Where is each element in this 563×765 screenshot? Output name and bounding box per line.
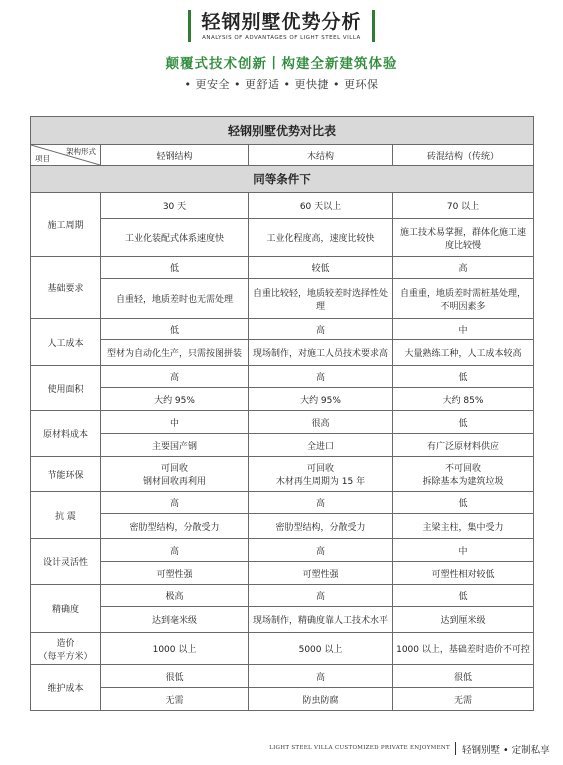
page-title: 轻钢别墅优势分析 [201,11,362,33]
table-cell: 低 [393,411,534,434]
table-cell: 较低 [249,257,393,279]
table-cell: 自重重，地质差时需桩基处理，不明因素多 [393,279,534,319]
table-cell: 主要国产钢 [101,434,249,457]
table-cell: 现场制作，对施工人员技术要求高 [249,340,393,366]
table-cell: 高 [393,257,534,279]
table-cell: 现场制作，精确度靠人工技术水平 [249,607,393,633]
cell-line: 可回收 [160,464,188,474]
row-label-line: （每平方米） [38,651,93,662]
table-cell: 全进口 [249,434,393,457]
table-cell: 施工技术易掌握，群体化施工速度比较慢 [393,219,534,257]
table-cell: 达到毫米级 [101,607,249,633]
table-cell: 工业化程度高，速度比较快 [249,219,393,257]
table-cell: 中 [101,411,249,434]
table-cell: 低 [101,319,249,340]
corner-label-item: 项目 [35,154,50,163]
row-label: 使用面积 [31,366,101,411]
table-cell: 很高 [249,411,393,434]
table-cell: 可塑性相对较低 [393,562,534,585]
table-cell [101,457,249,492]
bullet-points: • 更安全 • 更舒适 • 更快捷 • 更环保 [184,78,379,91]
table-cell: 大量熟练工种，人工成本较高 [393,340,534,366]
corner-header-cell [31,145,101,166]
cell-line: 不可回收 [445,464,482,474]
table-cell: 可塑性强 [101,562,249,585]
row-label: 人工成本 [31,319,101,366]
table-cell: 防虫防腐 [249,688,393,711]
row-label: 精确度 [31,585,101,633]
row-label: 原材料成本 [31,411,101,457]
column-header-wood: 木结构 [249,145,393,166]
table-cell: 型材为自动化生产，只需按图拼装 [101,340,249,366]
comparison-table [30,116,534,711]
table-cell: 很低 [393,665,534,688]
cell-line: 钢材回收再利用 [142,477,206,487]
table-cell: 自重比较轻，地质较差时选择性处理 [249,279,393,319]
table-cell: 中 [393,319,534,340]
table-cell: 高 [101,492,249,514]
page-header [0,10,563,43]
table-cell: 无需 [101,688,249,711]
column-header-brick: 砖混结构（传统） [393,145,534,166]
row-label: 施工周期 [31,193,101,257]
table-cell: 30 天 [101,193,249,219]
table-cell: 60 天以上 [249,193,393,219]
section-header: 同等条件下 [31,166,534,193]
row-label: 节能环保 [31,457,101,492]
table-cell: 高 [249,492,393,514]
table-cell: 低 [101,257,249,279]
table-cell: 密肋型结构，分散受力 [249,514,393,539]
page-subtitle: ANALYSIS OF ADVANTAGES OF LIGHT STEEL VILLA [202,35,361,41]
table-title: 轻钢别墅优势对比表 [31,117,534,145]
footer-divider [455,742,456,755]
table-cell: 极高 [101,585,249,607]
cell-line: 拆除基本为建筑垃圾 [422,477,504,487]
table-cell: 1000 以上 [101,633,249,665]
cell-line: 可回收 [306,464,334,474]
table-cell: 高 [249,585,393,607]
table-cell: 高 [249,665,393,688]
row-label: 基础要求 [31,257,101,319]
table-cell: 自重轻，地质差时也无需处理 [101,279,249,319]
table-cell: 很低 [101,665,249,688]
corner-label-structure: 架构形式 [66,147,96,156]
row-label: 抗 震 [31,492,101,539]
table-cell: 大约 95% [249,388,393,411]
table-cell: 5000 以上 [249,633,393,665]
table-cell: 工业化装配式体系速度快 [101,219,249,257]
table-cell: 高 [249,366,393,388]
slogan: 颠覆式技术创新丨构建全新建筑体验 [165,56,398,72]
footer-english-text: LIGHT STEEL VILLA CUSTOMIZED PRIVATE ENJOYMENT [269,745,450,751]
table-cell: 高 [249,539,393,562]
table-cell: 高 [101,366,249,388]
column-header-steel: 轻钢结构 [101,145,249,166]
cell-line: 木材再生周期为 15 年 [275,477,366,487]
table-cell: 主梁主柱，集中受力 [393,514,534,539]
table-cell: 密肋型结构，分散受力 [101,514,249,539]
table-cell: 可塑性强 [249,562,393,585]
table-cell: 高 [101,539,249,562]
table-cell: 1000 以上，基础差时造价不可控 [393,633,534,665]
row-label [31,633,101,665]
table-cell: 达到厘米级 [393,607,534,633]
table-cell: 有广泛原材料供应 [393,434,534,457]
table-cell: 70 以上 [393,193,534,219]
table-cell: 中 [393,539,534,562]
table-cell: 低 [393,366,534,388]
table-cell: 低 [393,585,534,607]
footer-chinese-text: 轻钢别墅 • 定制私享 [462,745,550,756]
table-cell: 大约 95% [101,388,249,411]
table-cell: 高 [249,319,393,340]
row-label-line: 造价 [56,638,75,649]
row-label: 设计灵活性 [31,539,101,585]
table-cell: 低 [393,492,534,514]
row-label: 维护成本 [31,665,101,711]
table-cell: 大约 85% [393,388,534,411]
page-footer [0,739,563,759]
table-cell [249,457,393,492]
title-frame [188,10,374,42]
table-cell [393,457,534,492]
table-cell: 无需 [393,688,534,711]
